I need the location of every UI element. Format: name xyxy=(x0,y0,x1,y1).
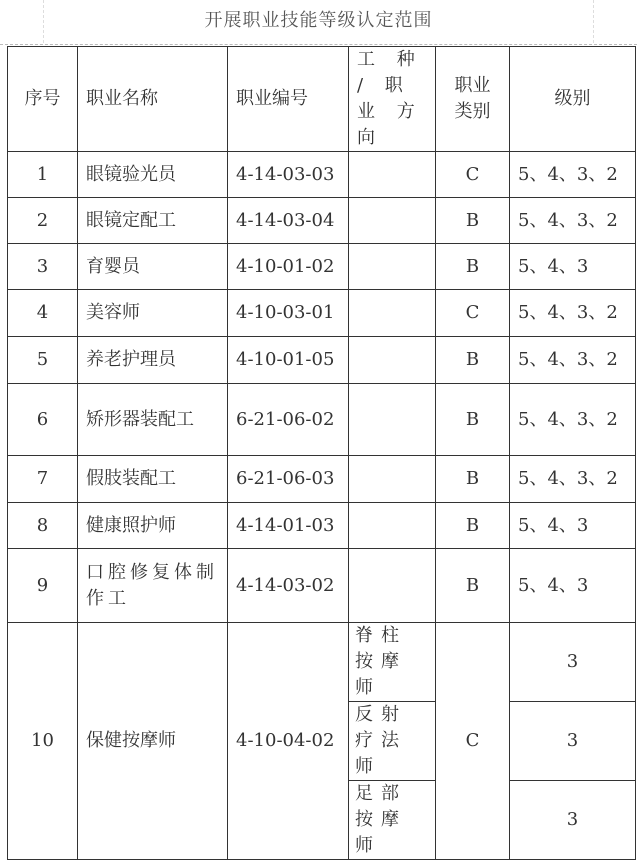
cell-name: 矫形器装配工 xyxy=(78,384,228,456)
header-code: 职业编号 xyxy=(228,47,349,152)
cell-index: 9 xyxy=(8,549,78,623)
cell-name: 养老护理员 xyxy=(78,337,228,384)
cell-direction xyxy=(349,549,436,623)
cell-level: 3 xyxy=(510,623,636,702)
cell-level: 5、4、3、2 xyxy=(510,337,636,384)
cell-index: 4 xyxy=(8,290,78,337)
table-row xyxy=(8,456,636,503)
table-row xyxy=(8,290,636,337)
cell-index: 8 xyxy=(8,503,78,549)
occupation-table xyxy=(7,46,636,860)
header-category: 职业 类别 xyxy=(436,47,510,152)
cell-index: 1 xyxy=(8,152,78,198)
table-row xyxy=(8,152,636,198)
cell-code: 4-14-03-03 xyxy=(228,152,349,198)
cell-direction: 足部按摩师 xyxy=(349,781,436,860)
cell-direction xyxy=(349,198,436,244)
header-direction: 工 种 / 职 业 方 向 xyxy=(349,47,436,152)
cell-index: 6 xyxy=(8,384,78,456)
cell-level: 5、4、3、2 xyxy=(510,456,636,503)
cell-category: C xyxy=(436,152,510,198)
table-row xyxy=(8,549,636,623)
cell-name: 育婴员 xyxy=(78,244,228,290)
cell-name: 眼镜定配工 xyxy=(78,198,228,244)
cell-index: 10 xyxy=(8,623,78,860)
cell-direction xyxy=(349,290,436,337)
cell-index: 3 xyxy=(8,244,78,290)
header-index: 序号 xyxy=(8,47,78,152)
cell-code: 4-10-04-02 xyxy=(228,623,349,860)
cell-level: 5、4、3、2 xyxy=(510,198,636,244)
table-header-row xyxy=(8,47,636,152)
cell-level: 5、4、3 xyxy=(510,549,636,623)
cell-name: 眼镜验光员 xyxy=(78,152,228,198)
cell-category: B xyxy=(436,503,510,549)
cell-name: 健康照护师 xyxy=(78,503,228,549)
cell-level: 3 xyxy=(510,781,636,860)
table-row xyxy=(8,244,636,290)
cell-code: 4-10-01-02 xyxy=(228,244,349,290)
cell-code: 4-10-01-05 xyxy=(228,337,349,384)
cell-category: C xyxy=(436,623,510,860)
table-row xyxy=(8,623,636,702)
cell-name: 口腔修复体制作工 xyxy=(78,549,228,623)
cell-direction xyxy=(349,244,436,290)
page-title: 开展职业技能等级认定范围 xyxy=(204,10,433,31)
cell-category: B xyxy=(436,549,510,623)
cell-code: 4-14-03-02 xyxy=(228,549,349,623)
cell-direction xyxy=(349,456,436,503)
cell-category: B xyxy=(436,337,510,384)
cell-level: 5、4、3 xyxy=(510,503,636,549)
cell-code: 6-21-06-03 xyxy=(228,456,349,503)
cell-index: 2 xyxy=(8,198,78,244)
cell-code: 4-10-03-01 xyxy=(228,290,349,337)
cell-code: 4-14-03-04 xyxy=(228,198,349,244)
cell-direction xyxy=(349,337,436,384)
cell-level: 3 xyxy=(510,702,636,781)
table-row xyxy=(8,384,636,456)
cell-category: B xyxy=(436,198,510,244)
header-name: 职业名称 xyxy=(78,47,228,152)
cell-code: 6-21-06-02 xyxy=(228,384,349,456)
cell-category: B xyxy=(436,456,510,503)
cell-category: C xyxy=(436,290,510,337)
title-bar xyxy=(0,0,637,45)
cell-level: 5、4、3、2 xyxy=(510,290,636,337)
cell-name: 假肢装配工 xyxy=(78,456,228,503)
cell-code: 4-14-01-03 xyxy=(228,503,349,549)
cell-name: 保健按摩师 xyxy=(78,623,228,860)
table-row xyxy=(8,503,636,549)
cell-index: 5 xyxy=(8,337,78,384)
cell-direction: 反射疗法师 xyxy=(349,702,436,781)
cell-direction xyxy=(349,503,436,549)
cell-index: 7 xyxy=(8,456,78,503)
table-row xyxy=(8,337,636,384)
cell-level: 5、4、3、2 xyxy=(510,152,636,198)
cell-level: 5、4、3、2 xyxy=(510,384,636,456)
cell-direction xyxy=(349,384,436,456)
cell-direction: 脊柱按摩师 xyxy=(349,623,436,702)
cell-category: B xyxy=(436,384,510,456)
cell-name: 美容师 xyxy=(78,290,228,337)
cell-direction xyxy=(349,152,436,198)
cell-level: 5、4、3 xyxy=(510,244,636,290)
header-level: 级别 xyxy=(510,47,636,152)
table-row xyxy=(8,198,636,244)
cell-category: B xyxy=(436,244,510,290)
